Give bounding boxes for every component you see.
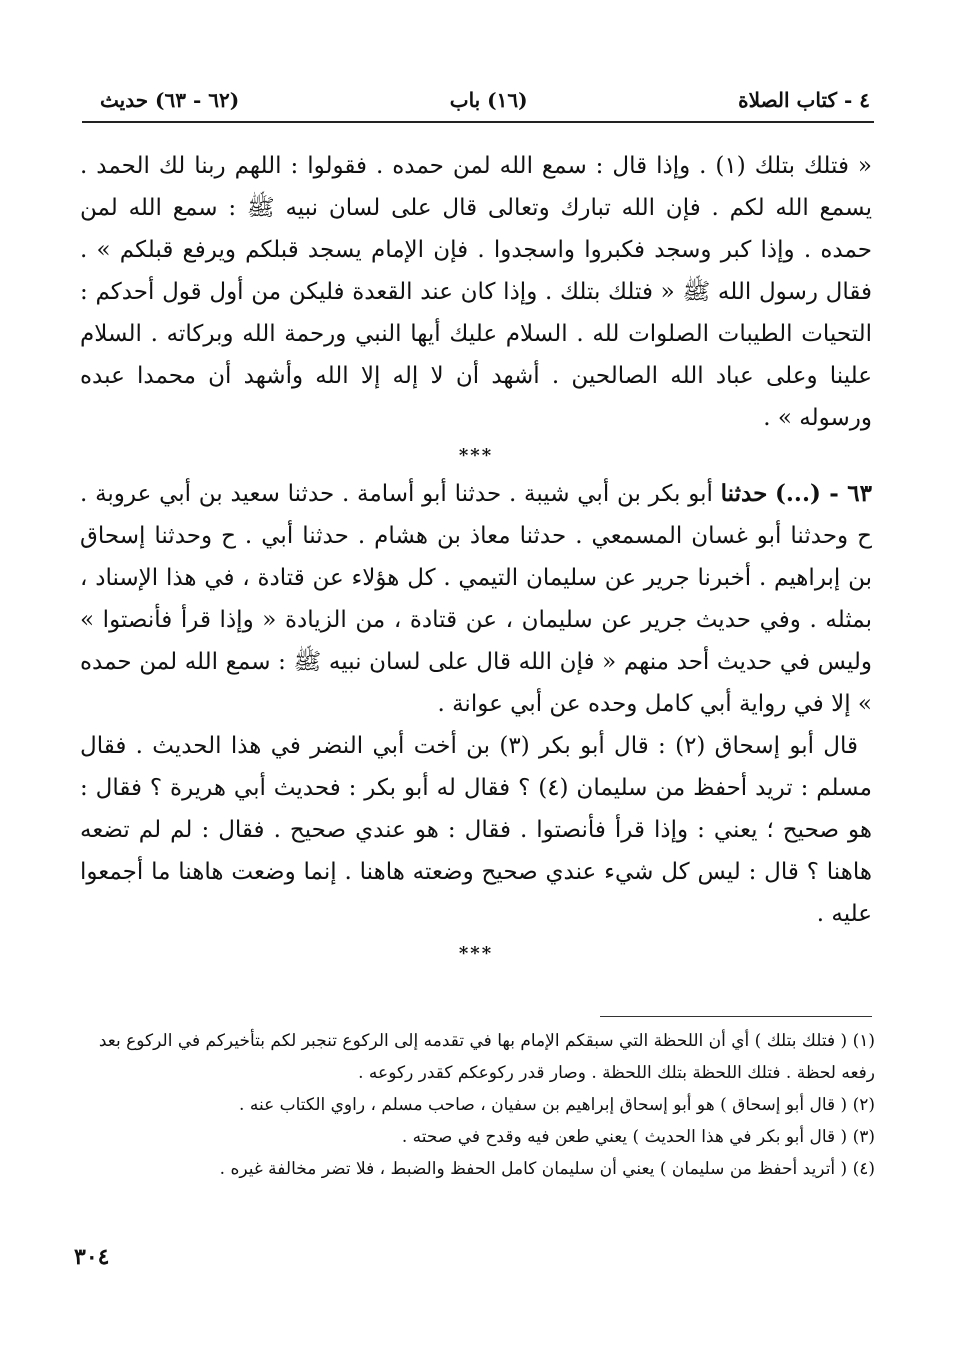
main-text	[80, 145, 872, 971]
header-hadith-range: (٦٢ - ٦٣) حديث	[100, 88, 240, 112]
footnotes	[80, 1025, 875, 1185]
header-book-title: ٤ - كتاب الصلاة	[738, 88, 870, 112]
page-number: ٣٠٤	[74, 1244, 110, 1270]
hadith-number: ٦٣ - (...)	[775, 480, 873, 507]
header-chapter: (١٦) باب	[449, 88, 528, 112]
section-separator: ***	[458, 445, 494, 466]
abu-ishaq-note: قال أبو إسحاق (٢) : قال أبو بكر (٣) بن أخت أبي النضر في هذا الحديث . فقال مسلم : تريد أحفظ من سليمان (٤) ؟ فقال له أبو بكر : فحديث أبي هريرة ؟ فقال : هو صحيح ؛ يعني : وإذا قرأ فأنصتوا . فقال : هو عندي صحيح . فقال : لم لم تضعه هاهنا ؟ قال : ليس كل شيء عندي صحيح وضعته هاهنا . إنما وضعت هاهنا ما أجمعوا عليه .	[80, 733, 872, 927]
section-separator-bottom: ***	[458, 943, 494, 964]
header-divider	[82, 121, 874, 123]
footnote-3: (٣) ( قال أبو بكر في هذا الحديث ) يعني طعن فيه وقدح في صحته .	[401, 1127, 875, 1147]
footnote-divider	[600, 1016, 872, 1017]
hadith-lead-word: حدثنا	[720, 480, 768, 507]
hadith-63-chain	[80, 473, 872, 725]
footnote-2: (٢) ( قال أبو إسحاق ) هو أبو إسحاق إبراهيم بن سفيان ، صاحب مسلم ، راوي الكتاب عنه .	[239, 1095, 875, 1115]
hadith-62-text: « فتلك بتلك (١) . وإذا قال : سمع الله لمن حمده . فقولوا : اللهم ربنا لك الحمد . يسمع الله لكم . فإن الله تبارك وتعالى قال على لسان نبيه ﷺ : سمع الله لمن حمده . وإذا كبر وسجد فكبروا واسجدوا . فإن الإمام يسجد قبلكم ويرفع قبلكم » . فقال رسول الله ﷺ « فتلك بتلك . وإذا كان عند القعدة فليكن من أول قول أحدكم : التحيات الطيبات الصلوات لله . السلام عليك أيها النبي ورحمة الله وبركاته . السلام علينا وعلى عباد الله الصالحين . أشهد أن لا إله إلا الله وأشهد أن محمدا عبده ورسوله » .	[80, 153, 872, 431]
footnote-4: (٤) ( أتريد أحفظ من سليمان ) يعني أن سليمان كامل الحفظ والضبط ، فلا تضر مخالفة غيره .	[219, 1159, 875, 1179]
footnote-1: (١) ( فتلك بتلك ) أي أن اللحظة التي سبقكم الإمام بها في تقدمه إلى الركوع تنجبر لكم بتأخيركم في الركوع بعد رفعه لحظة . فتلك اللحظة بتلك اللحظة . وصار قدر ركوعكم كقدر ركوعه .	[98, 1031, 875, 1083]
hadith-63-text: أبو بكر بن أبي شيبة . حدثنا أبو أسامة . حدثنا سعيد بن أبي عروبة . ح وحدثنا أبو غسان المسمعي . حدثنا معاذ بن هشام . حدثنا أبي . ح وحدثنا إسحاق بن إبراهيم . أخبرنا جرير عن سليمان التيمي . كل هؤلاء عن قتادة ، في هذا الإسناد ، بمثله . وفي حديث جرير عن سليمان ، عن قتادة ، من الزيادة « وإذا قرأ فأنصتوا » وليس في حديث أحد منهم « فإن الله قال على لسان نبيه ﷺ : سمع الله لمن حمده » إلا في رواية أبي كامل وحده عن أبي عوانة .	[80, 481, 872, 717]
page-header	[100, 80, 870, 120]
